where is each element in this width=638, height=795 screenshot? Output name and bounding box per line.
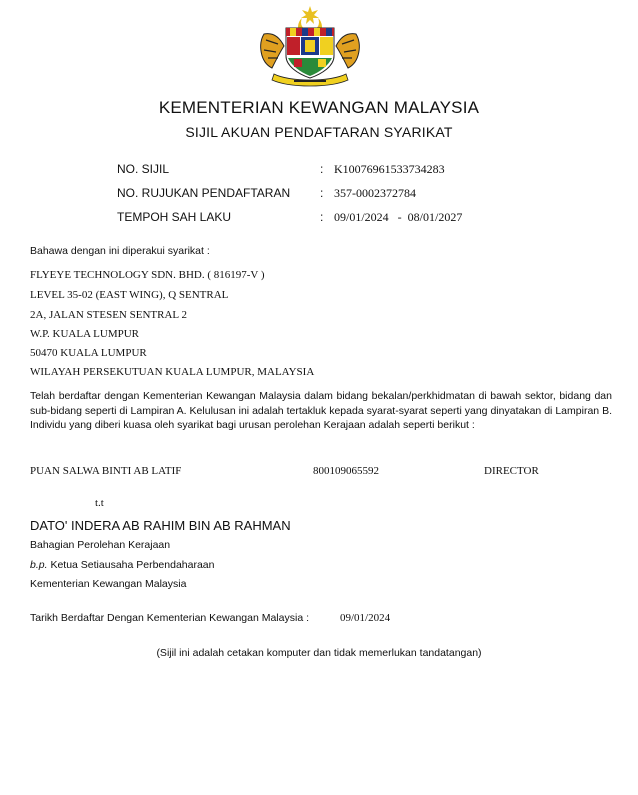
- company-address-line: LEVEL 35-02 (EAST WING), Q SENTRAL: [30, 289, 229, 301]
- field-colon: :: [320, 210, 324, 224]
- registration-statement: Telah berdaftar dengan Kementerian Kewangan Malaysia dalam bidang bekalan/perkhidmatan di bawah sektor, bidang dan sub-bidang seperti di Lampiran A. Kelulusan ini adalah tertakluk kepada syarat-syarat seperti yang dinyatakan di Lampiran B. Individu yang diberi kuasa oleh syarikat bagi urusan perolehan Kerajaan adalah seperti berikut :: [30, 390, 612, 431]
- field-colon: :: [320, 186, 324, 200]
- signatory-division: Bahagian Perolehan Kerajaan: [30, 539, 171, 551]
- company-address-line: 2A, JALAN STESEN SENTRAL 2: [30, 309, 187, 321]
- bp-abbrev: b.p.: [30, 559, 48, 571]
- signatory-name: DATO' INDERA AB RAHIM BIN AB RAHMAN: [30, 518, 291, 533]
- registration-date-label: Tarikh Berdaftar Dengan Kementerian Kewangan Malaysia :: [30, 612, 309, 624]
- authorized-person-position: DIRECTOR: [484, 465, 539, 477]
- signatory-on-behalf: [30, 559, 215, 571]
- company-address-line: 50470 KUALA LUMPUR: [30, 347, 147, 359]
- field-label-tempoh: TEMPOH SAH LAKU: [117, 210, 232, 224]
- authorized-person-id: 800109065592: [313, 465, 379, 477]
- tt-mark: t.t: [95, 497, 104, 509]
- company-address-line: W.P. KUALA LUMPUR: [30, 328, 140, 340]
- computer-printout-note: (Sijil ini adalah cetakan komputer dan tidak memerlukan tandatangan): [156, 647, 482, 659]
- signatory-ministry: Kementerian Kewangan Malaysia: [30, 578, 187, 590]
- field-label-no-rujukan: NO. RUJUKAN PENDAFTARAN: [117, 186, 291, 200]
- field-label-no-sijil: NO. SIJIL: [117, 162, 170, 176]
- company-intro: Bahawa dengan ini diperakui syarikat :: [30, 245, 210, 257]
- registration-date-value: 09/01/2024: [340, 612, 391, 624]
- company-address-line: WILAYAH PERSEKUTUAN KUALA LUMPUR, MALAYSIA: [30, 366, 315, 378]
- ministry-title: KEMENTERIAN KEWANGAN MALAYSIA: [158, 98, 480, 117]
- signatory-on-behalf-title: Ketua Setiausaha Perbendaharaan: [50, 559, 215, 571]
- authorized-person-name: PUAN SALWA BINTI AB LATIF: [30, 465, 182, 477]
- field-value-tempoh: 09/01/2024 - 08/01/2027: [334, 210, 463, 224]
- certificate-title: SIJIL AKUAN PENDAFTARAN SYARIKAT: [185, 124, 453, 140]
- field-value-no-rujukan: 357-0002372784: [334, 186, 416, 200]
- company-name: FLYEYE TECHNOLOGY SDN. BHD. ( 816197-V ): [30, 269, 265, 281]
- malaysia-coat-of-arms-icon: [250, 4, 370, 88]
- field-value-no-sijil: K10076961533734283: [334, 162, 445, 176]
- field-colon: :: [320, 162, 324, 176]
